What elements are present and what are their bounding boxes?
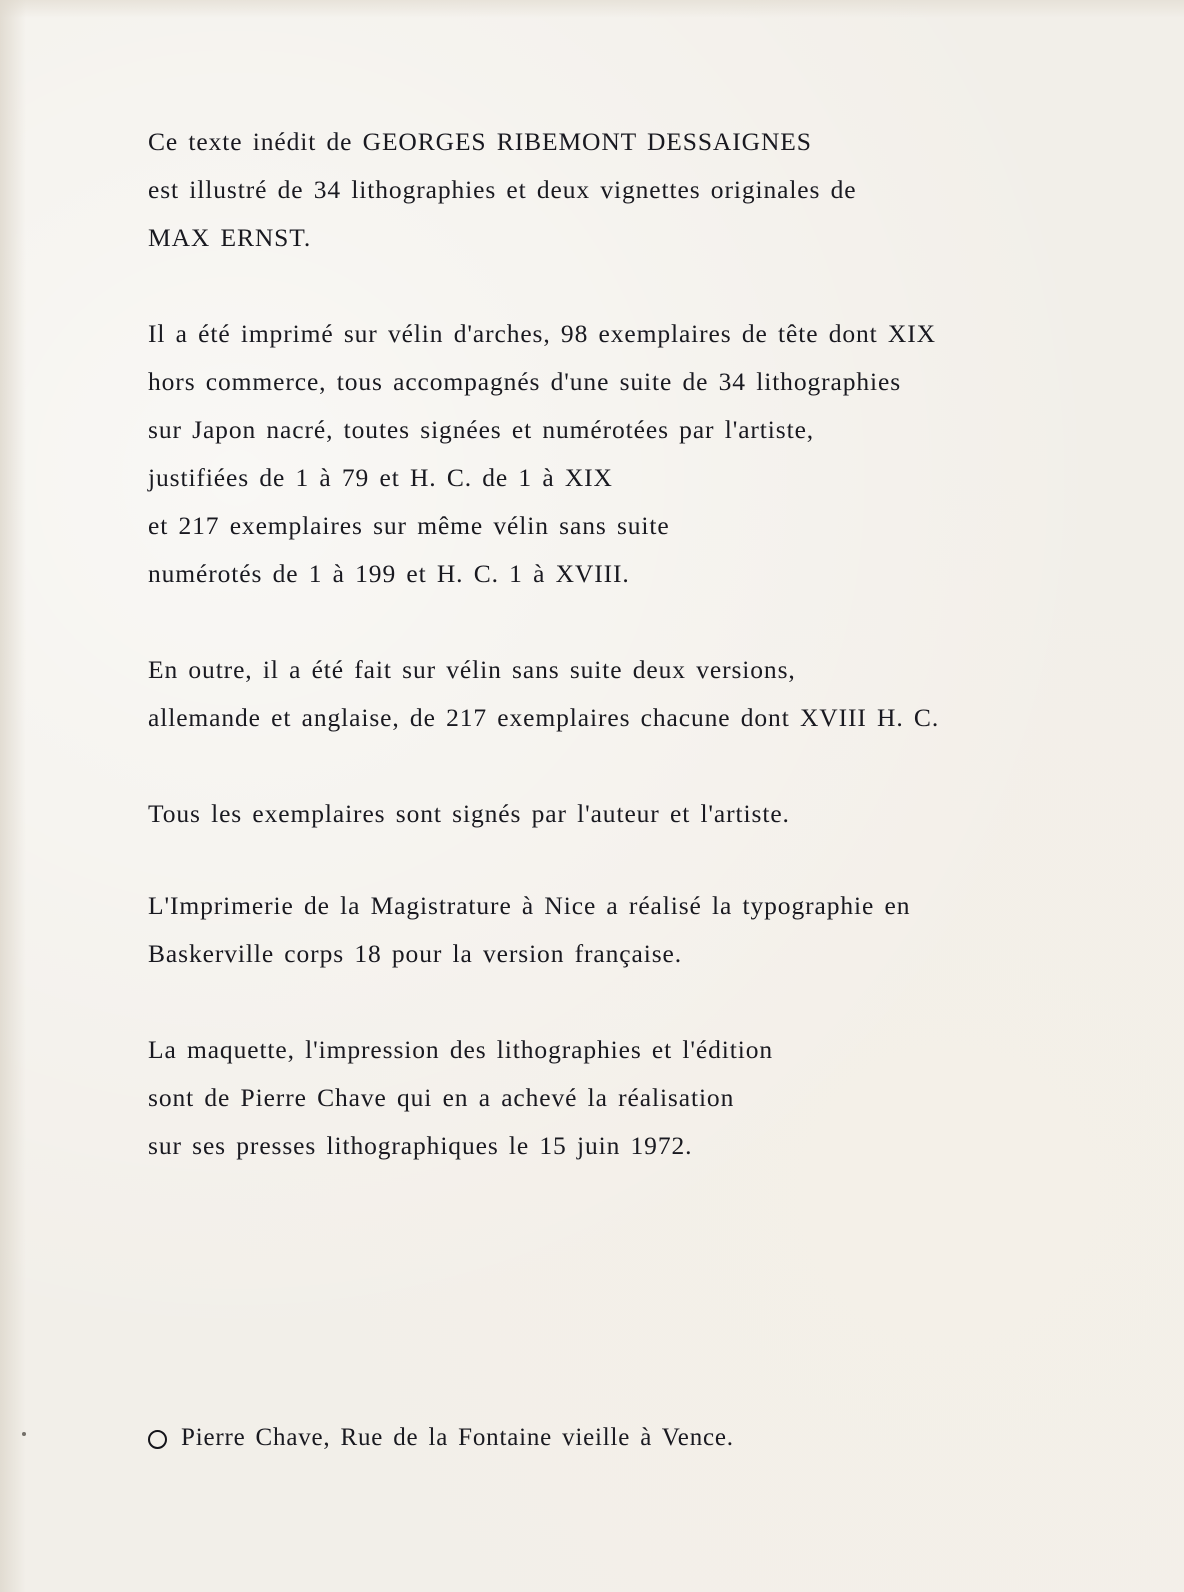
print-run-line-4: justifiées de 1 à 79 et H. C. de 1 à XIX [148, 463, 613, 492]
paragraph-print-run [148, 310, 1078, 598]
paragraph-other-versions [148, 646, 1078, 742]
paper-speck [22, 1432, 26, 1436]
page-edge-shading-top [0, 0, 1184, 18]
print-run-line-5: et 217 exemplaires sur même vélin sans suite [148, 511, 670, 540]
print-run-line-1: Il a été imprimé sur vélin d'arches, 98 exemplaires de tête dont XIX [148, 319, 936, 348]
copyright-circle-icon [148, 1430, 167, 1449]
imprint-text: Pierre Chave, Rue de la Fontaine vieille à Vence. [181, 1424, 734, 1451]
typography-line-2: Baskerville corps 18 pour la version française. [148, 939, 683, 968]
print-run-line-3: sur Japon nacré, toutes signées et numérotées par l'artiste, [148, 415, 815, 444]
paragraph-production [148, 1026, 1078, 1170]
page-edge-shading-left [0, 0, 26, 1592]
production-line-3: sur ses presses lithographiques le 15 juin 1972. [148, 1131, 693, 1160]
print-run-line-6: numérotés de 1 à 199 et H. C. 1 à XVIII. [148, 559, 630, 588]
other-versions-line-2: allemande et anglaise, de 217 exemplaires chacune dont XVIII H. C. [148, 703, 940, 732]
print-run-line-2: hors commerce, tous accompagnés d'une suite de 34 lithographies [148, 367, 902, 396]
production-line-2: sont de Pierre Chave qui en a achevé la réalisation [148, 1083, 735, 1112]
credits-line-2: est illustré de 34 lithographies et deux vignettes originales de [148, 175, 857, 204]
production-line-1: La maquette, l'impression des lithographies et l'édition [148, 1035, 774, 1064]
paragraph-signatures [148, 790, 1078, 838]
paragraph-typography [148, 882, 1078, 978]
signatures-line-1: Tous les exemplaires sont signés par l'auteur et l'artiste. [148, 799, 790, 828]
paragraph-credits [148, 118, 1078, 262]
credits-line-1: Ce texte inédit de GEORGES RIBEMONT DESSAIGNES [148, 127, 812, 156]
colophon-text-block [148, 118, 1078, 1170]
imprint-line [148, 1424, 734, 1452]
other-versions-line-1: En outre, il a été fait sur vélin sans suite deux versions, [148, 655, 796, 684]
typography-line-1: L'Imprimerie de la Magistrature à Nice a réalisé la typographie en [148, 891, 911, 920]
credits-line-3: MAX ERNST. [148, 223, 312, 252]
